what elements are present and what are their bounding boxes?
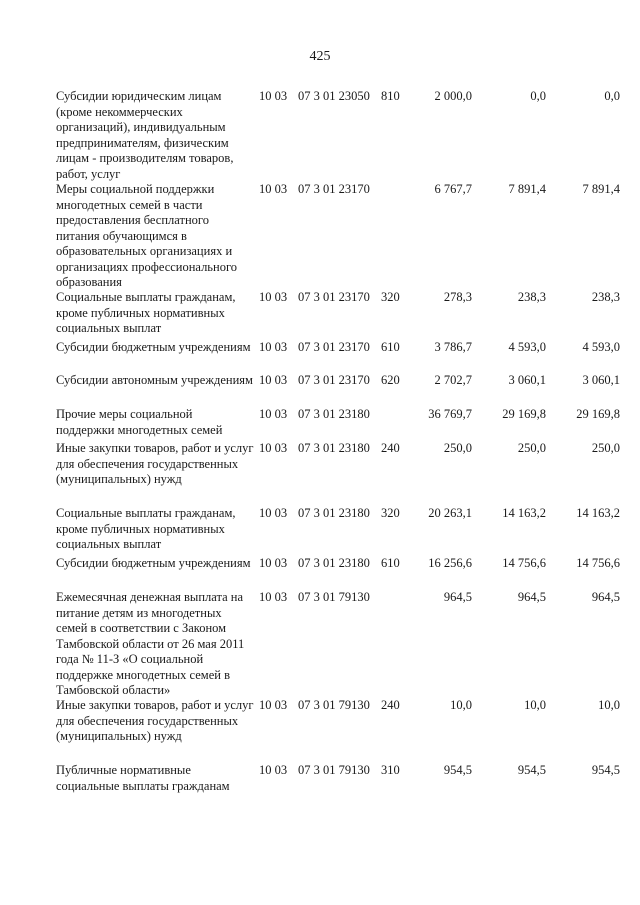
row-value-2: 238,3 — [517, 290, 546, 304]
row-target-article: 07 3 01 23170 — [298, 290, 370, 304]
row-value-1: 278,3 — [443, 290, 472, 304]
row-value-1: 2 000,0 — [434, 89, 472, 103]
row-value-2: 7 891,4 — [508, 182, 546, 196]
row-value-3: 238,3 — [591, 290, 620, 304]
row-section: 10 03 — [259, 340, 288, 354]
row-expense-type: 610 — [381, 556, 400, 570]
row-value-2: 29 169,8 — [502, 407, 546, 421]
row-value-1: 250,0 — [443, 441, 472, 455]
row-value-1: 16 256,6 — [428, 556, 472, 570]
row-target-article: 07 3 01 23170 — [298, 373, 370, 387]
row-value-2: 0,0 — [530, 89, 546, 103]
row-value-2: 250,0 — [517, 441, 546, 455]
row-value-3: 29 169,8 — [576, 407, 620, 421]
row-value-1: 964,5 — [443, 590, 472, 604]
row-value-1: 3 786,7 — [434, 340, 472, 354]
row-value-3: 954,5 — [591, 763, 620, 777]
row-value-3: 14 756,6 — [576, 556, 620, 570]
row-section: 10 03 — [259, 182, 288, 196]
row-section: 10 03 — [259, 590, 288, 604]
row-name: Публичные нормативные социальные выплаты гражданам — [56, 763, 230, 793]
row-value-1: 10,0 — [450, 698, 472, 712]
row-value-2: 954,5 — [517, 763, 546, 777]
row-section: 10 03 — [259, 373, 288, 387]
row-value-3: 3 060,1 — [582, 373, 620, 387]
row-name: Социальные выплаты гражданам, кроме публичных нормативных социальных выплат — [56, 290, 236, 335]
row-value-3: 250,0 — [591, 441, 620, 455]
row-value-3: 10,0 — [598, 698, 620, 712]
row-value-2: 4 593,0 — [508, 340, 546, 354]
row-expense-type: 320 — [381, 506, 400, 520]
row-section: 10 03 — [259, 556, 288, 570]
row-name: Субсидии бюджетным учреждениям — [56, 556, 251, 570]
row-expense-type: 240 — [381, 441, 400, 455]
row-target-article: 07 3 01 23170 — [298, 182, 370, 196]
row-section: 10 03 — [259, 407, 288, 421]
row-expense-type: 810 — [381, 89, 400, 103]
row-value-3: 4 593,0 — [582, 340, 620, 354]
row-name: Иные закупки товаров, работ и услуг для обеспечения государственных (муниципальных) нужд — [56, 441, 254, 486]
page-number: 425 — [309, 49, 331, 64]
row-value-1: 20 263,1 — [428, 506, 472, 520]
row-expense-type: 610 — [381, 340, 400, 354]
row-value-3: 964,5 — [591, 590, 620, 604]
row-value-2: 964,5 — [517, 590, 546, 604]
row-expense-type: 320 — [381, 290, 400, 304]
row-expense-type: 310 — [381, 763, 400, 777]
row-section: 10 03 — [259, 763, 288, 777]
row-expense-type: 240 — [381, 698, 400, 712]
row-target-article: 07 3 01 79130 — [298, 590, 370, 604]
row-section: 10 03 — [259, 441, 288, 455]
row-value-2: 3 060,1 — [508, 373, 546, 387]
row-name: Ежемесячная денежная выплата на питание детям из многодетных семей в соответствии с Законом Тамбовской области от 26 мая 2011 года № 11-З «О социальной поддержке многодетных семей в Тамбовской области» — [56, 590, 245, 697]
row-value-2: 10,0 — [524, 698, 546, 712]
row-name: Меры социальной поддержки многодетных семей в части предоставления бесплатного питания обучающимся в образовательных организациях и организациях профессионального образования — [56, 182, 238, 289]
row-target-article: 07 3 01 23050 — [298, 89, 370, 103]
row-section: 10 03 — [259, 698, 288, 712]
row-value-2: 14 756,6 — [502, 556, 546, 570]
row-name: Субсидии бюджетным учреждениям — [56, 340, 251, 354]
row-name: Иные закупки товаров, работ и услуг для обеспечения государственных (муниципальных) нужд — [56, 698, 254, 743]
row-name: Субсидии автономным учреждениям — [56, 373, 253, 387]
row-value-3: 14 163,2 — [576, 506, 620, 520]
row-target-article: 07 3 01 23180 — [298, 556, 370, 570]
row-value-1: 954,5 — [443, 763, 472, 777]
row-name: Прочие меры социальной поддержки многодетных семей — [56, 407, 223, 437]
row-section: 10 03 — [259, 290, 288, 304]
row-value-1: 2 702,7 — [434, 373, 472, 387]
row-target-article: 07 3 01 23170 — [298, 340, 370, 354]
row-value-2: 14 163,2 — [502, 506, 546, 520]
row-value-3: 0,0 — [604, 89, 620, 103]
row-name: Социальные выплаты гражданам, кроме публичных нормативных социальных выплат — [56, 506, 236, 551]
row-target-article: 07 3 01 79130 — [298, 698, 370, 712]
row-value-1: 6 767,7 — [434, 182, 472, 196]
row-target-article: 07 3 01 23180 — [298, 506, 370, 520]
row-section: 10 03 — [259, 506, 288, 520]
row-target-article: 07 3 01 79130 — [298, 763, 370, 777]
row-target-article: 07 3 01 23180 — [298, 407, 370, 421]
row-target-article: 07 3 01 23180 — [298, 441, 370, 455]
row-name: Субсидии юридическим лицам (кроме некоммерческих организаций), индивидуальным предпринимателям, физическим лицам - производителям товаров, работ, услуг — [56, 89, 234, 181]
row-value-1: 36 769,7 — [428, 407, 472, 421]
row-section: 10 03 — [259, 89, 288, 103]
row-value-3: 7 891,4 — [582, 182, 620, 196]
row-expense-type: 620 — [381, 373, 400, 387]
